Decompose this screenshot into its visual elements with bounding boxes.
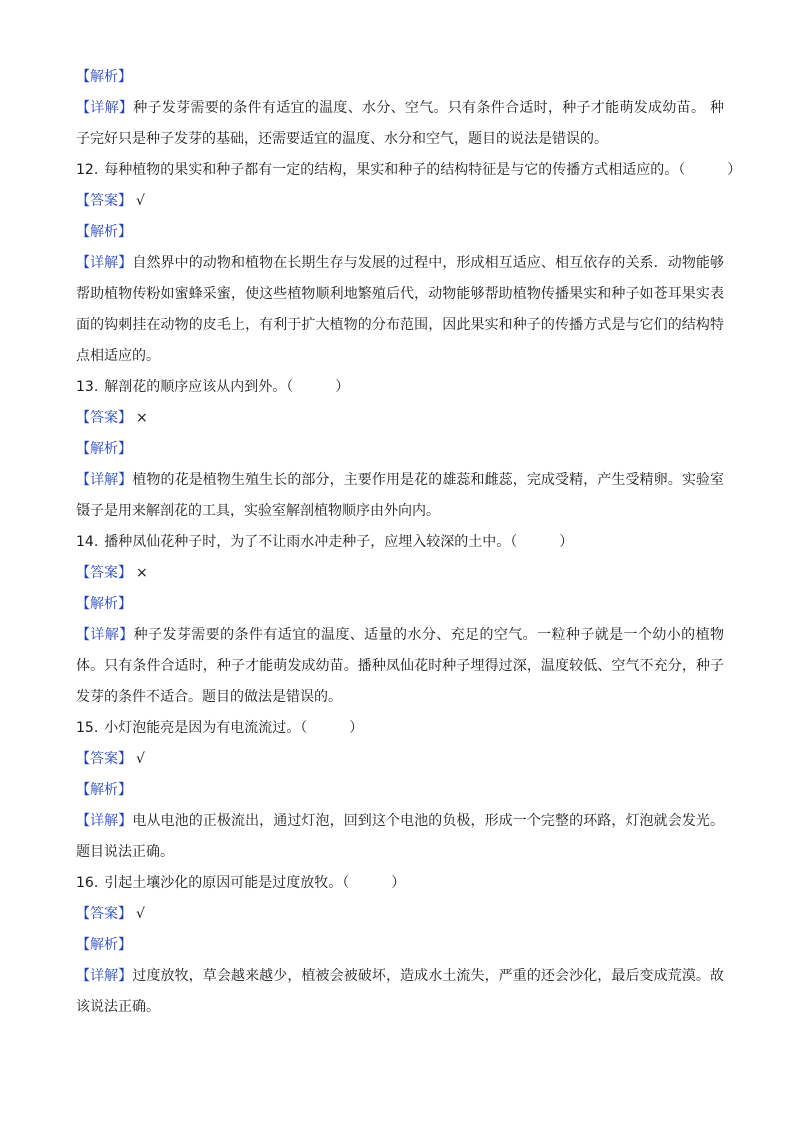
detail-tag: 【详解】	[76, 472, 133, 488]
detailed-explanation	[76, 620, 724, 713]
analysis-tag: 【解析】	[76, 441, 132, 457]
answer-line	[76, 403, 724, 434]
detailed-explanation	[76, 961, 724, 1023]
detail-tag: 【详解】	[76, 627, 134, 643]
answer-value: √	[136, 906, 145, 922]
detailed-explanation	[76, 465, 724, 527]
analysis-heading	[76, 434, 724, 465]
question-number: 16.	[76, 875, 99, 891]
question-text: 每种植物的果实和种子都有一定的结构，果实和种子的结构特征是与它的传播方式相适应的。（ ）	[104, 162, 742, 178]
analysis-heading	[76, 930, 724, 961]
question-15	[76, 713, 724, 744]
analysis-heading	[76, 589, 724, 620]
answer-line	[76, 744, 724, 775]
answer-value: √	[136, 751, 145, 767]
question-16	[76, 868, 724, 899]
detail-tag: 【详解】	[76, 968, 133, 984]
detailed-explanation	[76, 93, 724, 155]
question-number: 14.	[76, 534, 99, 550]
analysis-heading	[76, 775, 724, 806]
answer-tag: 【答案】	[76, 410, 132, 426]
question-text: 播种凤仙花种子时，为了不让雨水冲走种子，应埋入较深的土中。（ ）	[104, 534, 574, 550]
question-number: 13.	[76, 379, 99, 395]
detail-text: 自然界中的动物和植物在长期生存与发展的过程中，形成相互适应、相互依存的关系．动物能够帮助植物传粉如蜜蜂采蜜，使这些植物顺利地繁殖后代，动物能够帮助植物传播果实和种子如苍耳果实表面的钩刺挂在动物的皮毛上，有利于扩大植物的分布范围，因此果实和种子的传播方式是与它们的结构特点相适应的。	[76, 255, 725, 364]
question-number: 12.	[76, 162, 99, 178]
answer-value: ×	[136, 410, 148, 426]
answer-tag: 【答案】	[76, 906, 132, 922]
analysis-tag: 【解析】	[76, 937, 132, 953]
answer-line	[76, 899, 724, 930]
document-page	[76, 62, 742, 1023]
detailed-explanation	[76, 248, 724, 372]
question-text: 小灯泡能亮是因为有电流流过。（ ）	[104, 720, 364, 736]
analysis-heading	[76, 62, 724, 93]
question-14	[76, 527, 724, 558]
detail-tag: 【详解】	[76, 100, 134, 116]
answer-line	[76, 186, 724, 217]
detail-text: 过度放牧，草会越来越少，植被会被破坏，造成水土流失，严重的还会沙化，最后变成荒漠。故该说法正确。	[76, 968, 725, 1015]
detail-tag: 【详解】	[76, 255, 133, 271]
detail-tag: 【详解】	[76, 813, 133, 829]
question-13	[76, 372, 724, 403]
answer-tag: 【答案】	[76, 751, 132, 767]
answer-value: √	[136, 193, 145, 209]
analysis-tag: 【解析】	[76, 69, 132, 85]
answer-value: ×	[136, 565, 148, 581]
analysis-tag: 【解析】	[76, 224, 132, 240]
question-number: 15.	[76, 720, 99, 736]
answer-tag: 【答案】	[76, 565, 132, 581]
detail-text: 种子发芽需要的条件有适宜的温度、水分、空气。只有条件合适时，种子才能萌发成幼苗。 种子完好只是种子发芽的基础，还需要适宜的温度、水分和空气，题目的说法是错误的。	[76, 100, 725, 147]
detail-text: 种子发芽需要的条件有适宜的温度、适量的水分、充足的空气。一粒种子就是一个幼小的植物体。只有条件合适时，种子才能萌发成幼苗。播种凤仙花时种子埋得过深，温度较低、空气不充分，种子发芽的条件不适合。题目的做法是错误的。	[76, 627, 725, 705]
answer-tag: 【答案】	[76, 193, 132, 209]
question-12	[76, 155, 742, 186]
detail-text: 电从电池的正极流出，通过灯泡，回到这个电池的负极，形成一个完整的环路，灯泡就会发光。题目说法正确。	[76, 813, 725, 860]
answer-line	[76, 558, 724, 589]
detailed-explanation	[76, 806, 724, 868]
analysis-heading	[76, 217, 724, 248]
detail-text: 植物的花是植物生殖生长的部分，主要作用是花的雄蕊和雌蕊，完成受精，产生受精卵。实验室镊子是用来解剖花的工具，实验室解剖植物顺序由外向内。	[76, 472, 725, 519]
analysis-tag: 【解析】	[76, 782, 132, 798]
question-text: 引起土壤沙化的原因可能是过度放牧。（ ）	[104, 875, 406, 891]
analysis-tag: 【解析】	[76, 596, 132, 612]
question-text: 解剖花的顺序应该从内到外。（ ）	[104, 379, 350, 395]
